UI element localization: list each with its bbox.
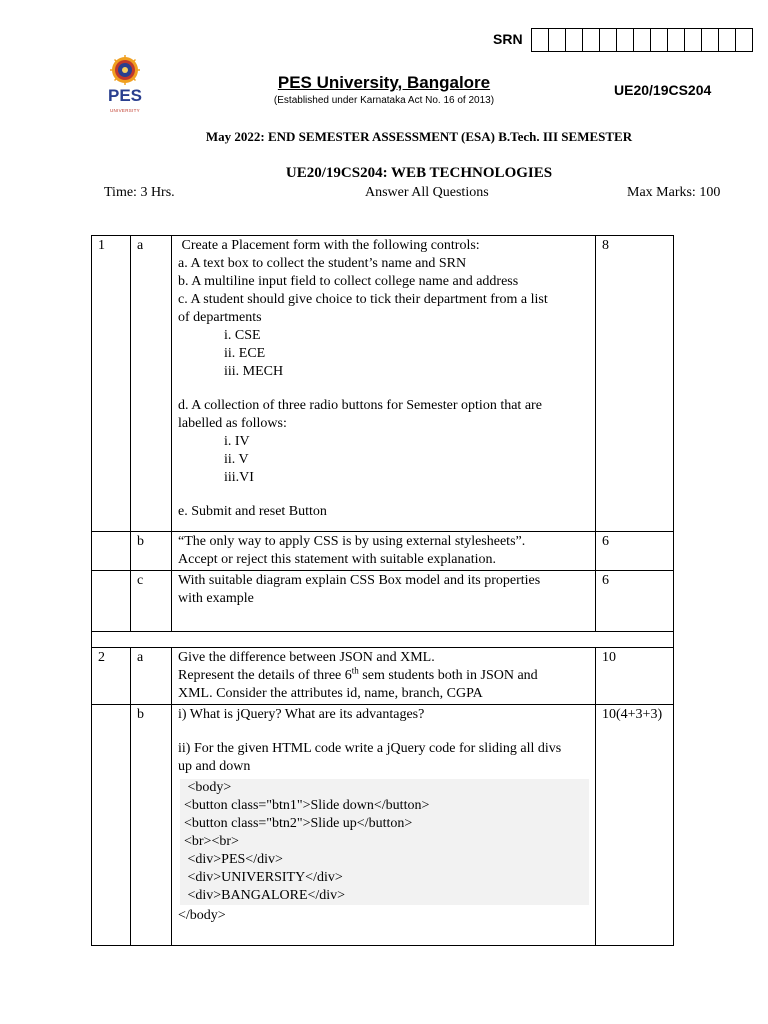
table-row xyxy=(92,236,674,532)
srn-box xyxy=(566,29,583,51)
text-line: with example xyxy=(178,591,254,606)
question-number: 1 xyxy=(92,236,131,532)
logo-subtext: UNIVERSITY xyxy=(109,108,140,113)
text-line: i) What is jQuery? What are its advantages? xyxy=(178,707,425,722)
srn-box xyxy=(532,29,549,51)
srn-box xyxy=(651,29,668,51)
sub-question-label: a xyxy=(131,648,172,705)
text-line: ii. V xyxy=(224,452,249,467)
marks: 8 xyxy=(596,236,674,532)
text-line: ii) For the given HTML code write a jQuery code for sliding all divs xyxy=(178,741,562,756)
srn-box xyxy=(600,29,617,51)
text-line: With suitable diagram explain CSS Box model and its properties xyxy=(178,573,541,588)
text-line: of departments xyxy=(178,310,262,325)
table-row xyxy=(92,532,674,571)
text-line: i. CSE xyxy=(224,328,261,343)
srn-box xyxy=(668,29,685,51)
table-row xyxy=(92,571,674,632)
text-line: Accept or reject this statement with suitable explanation. xyxy=(178,552,497,567)
question-text xyxy=(172,571,596,632)
srn-box xyxy=(583,29,600,51)
text-line: e. Submit and reset Button xyxy=(178,504,327,519)
question-number: 2 xyxy=(92,648,131,705)
text-line: iii.VI xyxy=(224,470,254,485)
srn-box xyxy=(617,29,634,51)
question-text xyxy=(172,532,596,571)
text-line: iii. MECH xyxy=(224,364,284,379)
superscript: th xyxy=(351,665,359,676)
code-line: <button class="btn1">Slide down</button> xyxy=(184,798,430,813)
text-line: up and down xyxy=(178,759,251,774)
established-note: (Established under Karnataka Act No. 16 of 2013) xyxy=(273,95,495,106)
text-line: labelled as follows: xyxy=(178,416,287,431)
code-line: <button class="btn2">Slide up</button> xyxy=(184,816,413,831)
code-line: <div>BANGALORE</div> xyxy=(184,888,346,903)
code-line: <div>PES</div> xyxy=(184,852,283,867)
text-line: Create a Placement form with the following controls: xyxy=(178,238,480,253)
code-line: <div>UNIVERSITY</div> xyxy=(184,870,343,885)
max-marks: Max Marks: 100 xyxy=(627,185,721,200)
marks: 6 xyxy=(596,532,674,571)
text-line: XML. Consider the attributes id, name, branch, CGPA xyxy=(178,686,483,701)
sub-question-label: a xyxy=(131,236,172,532)
srn-box xyxy=(634,29,651,51)
spacer-row xyxy=(92,632,674,648)
srn-box xyxy=(719,29,736,51)
text-line: Give the difference between JSON and XML. xyxy=(178,650,435,665)
text-line xyxy=(178,667,589,685)
code-line: <body> xyxy=(184,780,232,795)
exam-instruction: Answer All Questions xyxy=(365,185,489,200)
question-text xyxy=(172,705,596,946)
text-fragment: Represent the details of three 6 xyxy=(178,668,352,683)
marks: 10 xyxy=(596,648,674,705)
srn-boxes xyxy=(531,28,753,52)
university-title: PES University, Bangalore xyxy=(277,73,491,92)
code-line: </body> xyxy=(178,908,226,923)
table-row xyxy=(92,632,674,648)
code-block xyxy=(180,779,589,905)
text-line: a. A text box to collect the student’s name and SRN xyxy=(178,256,467,271)
text-line: i. IV xyxy=(224,434,250,449)
text-line: b. A multiline input field to collect college name and address xyxy=(178,274,519,289)
table-row xyxy=(92,705,674,946)
marks: 10(4+3+3) xyxy=(596,705,674,946)
sub-question-label: b xyxy=(131,532,172,571)
text-line: “The only way to apply CSS is by using external stylesheets”. xyxy=(178,534,526,549)
code-line: <br><br> xyxy=(184,834,239,849)
subject-title: UE20/19CS204: WEB TECHNOLOGIES xyxy=(285,165,553,181)
srn-box xyxy=(685,29,702,51)
srn-label: SRN xyxy=(493,31,523,47)
srn-box xyxy=(736,29,752,51)
text-fragment: sem students both in JSON and xyxy=(358,668,538,683)
text-line: c. A student should give choice to tick their department from a list xyxy=(178,292,548,307)
text-line: d. A collection of three radio buttons for Semester option that are xyxy=(178,398,542,413)
text-line: ii. ECE xyxy=(224,346,266,361)
exam-title: May 2022: END SEMESTER ASSESSMENT (ESA) B.Tech. III SEMESTER xyxy=(205,129,633,144)
marks: 6 xyxy=(596,571,674,632)
sub-question-label: b xyxy=(131,705,172,946)
logo-text: PES xyxy=(107,86,143,105)
question-text xyxy=(172,648,596,705)
question-text xyxy=(172,236,596,532)
sub-question-label: c xyxy=(131,571,172,632)
course-code: UE20/19CS204 xyxy=(614,82,712,98)
question-table xyxy=(91,235,674,946)
srn-box xyxy=(702,29,719,51)
exam-duration: Time: 3 Hrs. xyxy=(104,185,175,200)
table-row xyxy=(92,648,674,705)
srn-box xyxy=(549,29,566,51)
